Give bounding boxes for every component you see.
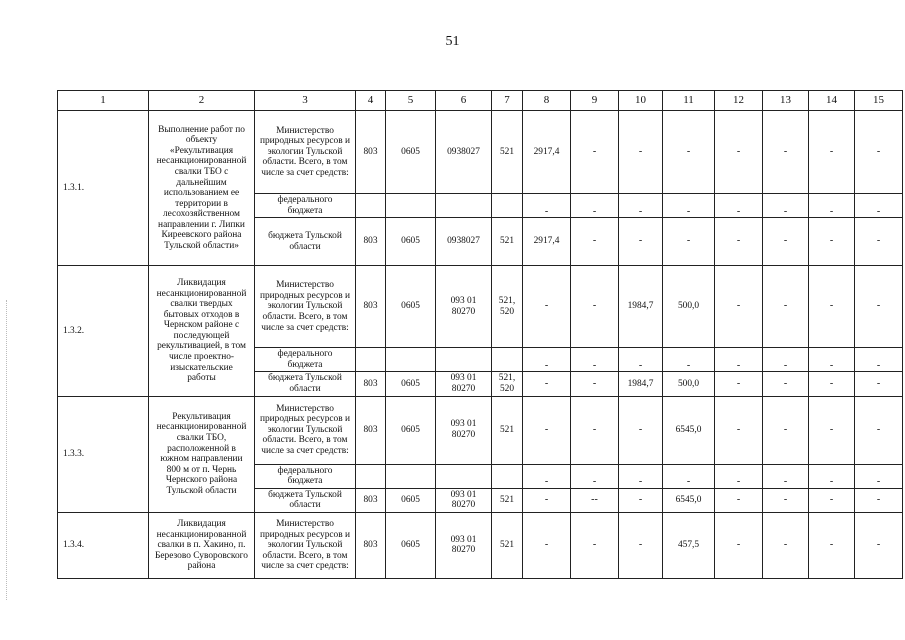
cell-c12: - — [715, 396, 763, 464]
cell-c7: 521 — [492, 396, 523, 464]
funding-source: Министерство природных ресурсов и экологии Тульской области. Всего, в том числе за счет средств: — [255, 266, 356, 348]
cell-c10: - — [619, 348, 663, 372]
cell-c9: - — [571, 512, 619, 578]
cell-c8: - — [523, 512, 571, 578]
col-header-10: 10 — [619, 91, 663, 111]
cell-c13: - — [763, 512, 809, 578]
cell-c7 — [492, 194, 523, 218]
cell-c11: - — [663, 348, 715, 372]
cell-c12: - — [715, 218, 763, 266]
cell-c6 — [436, 194, 492, 218]
cell-c15: - — [855, 488, 903, 512]
cell-c7 — [492, 464, 523, 488]
col-header-7: 7 — [492, 91, 523, 111]
cell-c4: 803 — [356, 218, 386, 266]
cell-c5 — [386, 348, 436, 372]
cell-c4: 803 — [356, 111, 386, 194]
funding-source: бюджета Тульской области — [255, 218, 356, 266]
cell-c8: 2917,4 — [523, 218, 571, 266]
scan-margin-marks — [6, 300, 9, 600]
cell-c7: 521 — [492, 512, 523, 578]
cell-c6: 093 01 80270 — [436, 372, 492, 396]
cell-c13: - — [763, 111, 809, 194]
cell-c6: 093 01 80270 — [436, 396, 492, 464]
cell-c11: - — [663, 194, 715, 218]
cell-c9: - — [571, 372, 619, 396]
cell-c7: 521 — [492, 488, 523, 512]
cell-c9: - — [571, 348, 619, 372]
cell-c5: 0605 — [386, 111, 436, 194]
cell-c4: 803 — [356, 372, 386, 396]
cell-c8: - — [523, 464, 571, 488]
header-row — [58, 91, 903, 111]
cell-c10: 1984,7 — [619, 372, 663, 396]
cell-c10: - — [619, 488, 663, 512]
cell-c7: 521, 520 — [492, 266, 523, 348]
cell-c5: 0605 — [386, 266, 436, 348]
cell-c5 — [386, 194, 436, 218]
cell-c11: 6545,0 — [663, 488, 715, 512]
cell-c15: - — [855, 218, 903, 266]
funding-source: федерального бюджета — [255, 194, 356, 218]
funding-source: федерального бюджета — [255, 464, 356, 488]
cell-c14: - — [809, 266, 855, 348]
col-header-8: 8 — [523, 91, 571, 111]
table-row — [58, 111, 903, 194]
cell-c9: - — [571, 218, 619, 266]
cell-c6: 093 01 80270 — [436, 512, 492, 578]
cell-c5: 0605 — [386, 512, 436, 578]
funding-source: федерального бюджета — [255, 348, 356, 372]
table-row — [58, 396, 903, 464]
cell-c5: 0605 — [386, 372, 436, 396]
cell-c5 — [386, 464, 436, 488]
cell-c14: - — [809, 194, 855, 218]
cell-c11: - — [663, 464, 715, 488]
cell-c13: - — [763, 464, 809, 488]
cell-c7: 521, 520 — [492, 372, 523, 396]
col-header-13: 13 — [763, 91, 809, 111]
cell-c14: - — [809, 111, 855, 194]
col-header-2: 2 — [149, 91, 255, 111]
col-header-4: 4 — [356, 91, 386, 111]
cell-c6 — [436, 464, 492, 488]
cell-c15: - — [855, 512, 903, 578]
cell-c12: - — [715, 111, 763, 194]
cell-c10: - — [619, 512, 663, 578]
cell-c6: 0938027 — [436, 111, 492, 194]
cell-c13: - — [763, 488, 809, 512]
budget-table — [57, 90, 903, 579]
cell-c10: - — [619, 218, 663, 266]
cell-c13: - — [763, 194, 809, 218]
funding-source: бюджета Тульской области — [255, 372, 356, 396]
cell-c8: - — [523, 194, 571, 218]
cell-c10: - — [619, 464, 663, 488]
cell-c11: 457,5 — [663, 512, 715, 578]
cell-c14: - — [809, 218, 855, 266]
cell-c4: 803 — [356, 396, 386, 464]
cell-c9: -- — [571, 488, 619, 512]
cell-c9: - — [571, 266, 619, 348]
cell-c12: - — [715, 372, 763, 396]
cell-c6: 093 01 80270 — [436, 266, 492, 348]
cell-c14: - — [809, 464, 855, 488]
row-number: 1.3.2. — [58, 266, 149, 396]
cell-c9: - — [571, 464, 619, 488]
cell-c7: 521 — [492, 111, 523, 194]
cell-c9: - — [571, 396, 619, 464]
funding-source: Министерство природных ресурсов и экологии Тульской области. Всего, в том числе за счет средств: — [255, 512, 356, 578]
cell-c13: - — [763, 396, 809, 464]
row-number: 1.3.3. — [58, 396, 149, 512]
funding-source: Министерство природных ресурсов и экологии Тульской области. Всего, в том числе за счет средств: — [255, 396, 356, 464]
cell-c10: - — [619, 111, 663, 194]
cell-c4: 803 — [356, 488, 386, 512]
cell-c5: 0605 — [386, 218, 436, 266]
col-header-1: 1 — [58, 91, 149, 111]
cell-c8: - — [523, 372, 571, 396]
col-header-11: 11 — [663, 91, 715, 111]
col-header-9: 9 — [571, 91, 619, 111]
cell-c7: 521 — [492, 218, 523, 266]
cell-c12: - — [715, 488, 763, 512]
cell-c14: - — [809, 372, 855, 396]
cell-c15: - — [855, 372, 903, 396]
cell-c10: - — [619, 194, 663, 218]
cell-c11: - — [663, 111, 715, 194]
cell-c12: - — [715, 194, 763, 218]
cell-c11: 500,0 — [663, 266, 715, 348]
col-header-6: 6 — [436, 91, 492, 111]
cell-c13: - — [763, 372, 809, 396]
cell-c15: - — [855, 194, 903, 218]
cell-c11: - — [663, 218, 715, 266]
col-header-12: 12 — [715, 91, 763, 111]
cell-c4: 803 — [356, 512, 386, 578]
cell-c15: - — [855, 266, 903, 348]
cell-c8: - — [523, 266, 571, 348]
cell-c12: - — [715, 266, 763, 348]
col-header-3: 3 — [255, 91, 356, 111]
row-description: Рекультивация несанкционированной свалки ТБО, расположенной в южном направлении 800 м от п. Чернь Чернского района Тульской области — [149, 396, 255, 512]
cell-c4 — [356, 194, 386, 218]
row-description: Ликвидация несанкционированной свалки твердых бытовых отходов в Чернском районе с последующей рекультивацией, в том числе проектно-изыскательские работы — [149, 266, 255, 396]
cell-c4 — [356, 348, 386, 372]
cell-c12: - — [715, 348, 763, 372]
cell-c14: - — [809, 396, 855, 464]
cell-c15: - — [855, 396, 903, 464]
table-row — [58, 512, 903, 578]
cell-c13: - — [763, 348, 809, 372]
cell-c11: 6545,0 — [663, 396, 715, 464]
cell-c7 — [492, 348, 523, 372]
cell-c15: - — [855, 111, 903, 194]
cell-c6 — [436, 348, 492, 372]
cell-c4 — [356, 464, 386, 488]
cell-c8: - — [523, 488, 571, 512]
cell-c5: 0605 — [386, 488, 436, 512]
cell-c10: 1984,7 — [619, 266, 663, 348]
row-description: Выполнение работ по объекту «Рекультивация несанкционированной свалки ТБО с дальнейшим использованием ее территории в лесохозяйственном направлении г. Липки Киреевского района Тульской области» — [149, 111, 255, 266]
cell-c12: - — [715, 512, 763, 578]
cell-c14: - — [809, 488, 855, 512]
col-header-15: 15 — [855, 91, 903, 111]
cell-c4: 803 — [356, 266, 386, 348]
cell-c6: 093 01 80270 — [436, 488, 492, 512]
cell-c8: - — [523, 348, 571, 372]
funding-source: Министерство природных ресурсов и экологии Тульской области. Всего, в том числе за счет средств: — [255, 111, 356, 194]
cell-c9: - — [571, 111, 619, 194]
cell-c14: - — [809, 512, 855, 578]
cell-c15: - — [855, 348, 903, 372]
cell-c6: 0938027 — [436, 218, 492, 266]
cell-c10: - — [619, 396, 663, 464]
table-row — [58, 266, 903, 348]
col-header-14: 14 — [809, 91, 855, 111]
cell-c15: - — [855, 464, 903, 488]
col-header-5: 5 — [386, 91, 436, 111]
page-number: 51 — [445, 34, 460, 49]
cell-c8: - — [523, 396, 571, 464]
cell-c5: 0605 — [386, 396, 436, 464]
cell-c11: 500,0 — [663, 372, 715, 396]
cell-c12: - — [715, 464, 763, 488]
row-number: 1.3.4. — [58, 512, 149, 578]
cell-c13: - — [763, 218, 809, 266]
cell-c13: - — [763, 266, 809, 348]
cell-c14: - — [809, 348, 855, 372]
cell-c9: - — [571, 194, 619, 218]
funding-source: бюджета Тульской области — [255, 488, 356, 512]
row-description: Ликвидация несанкционированной свалки в п. Хакино, п. Березово Суворовского района — [149, 512, 255, 578]
cell-c8: 2917,4 — [523, 111, 571, 194]
row-number: 1.3.1. — [58, 111, 149, 266]
